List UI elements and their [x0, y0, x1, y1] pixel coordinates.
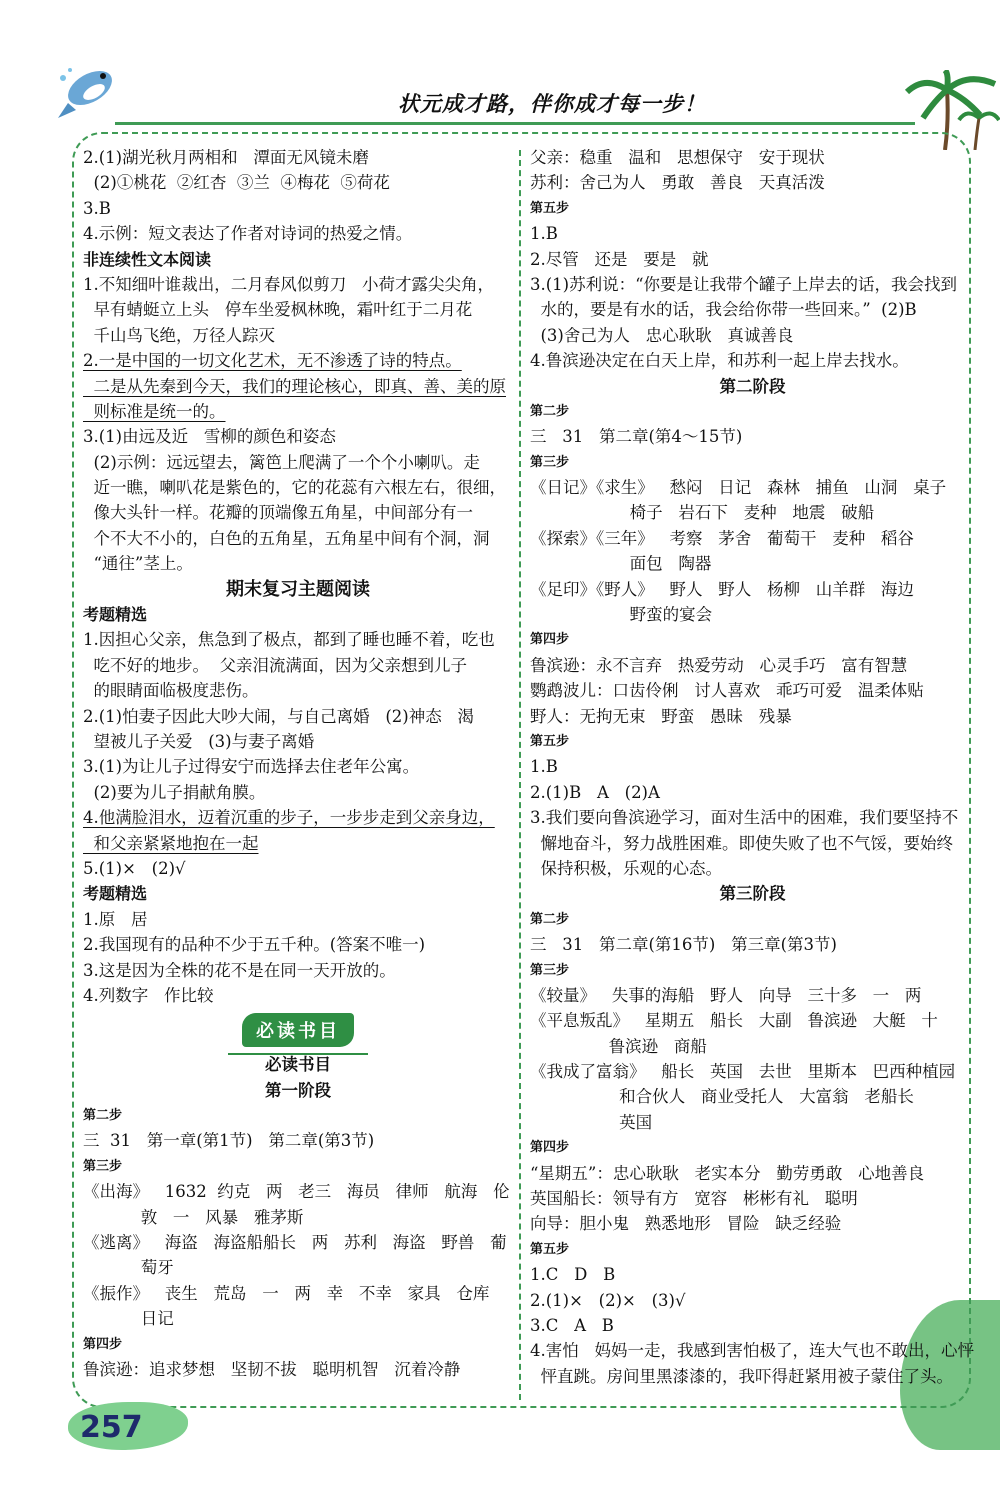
text-line: 和合伙人 商业受托人 大富翁 老船长	[530, 1087, 914, 1107]
text-line: 父亲：稳重 温和 思想保守 安于现状	[530, 148, 825, 167]
text-line: 1.B	[530, 224, 558, 244]
text-line: 鹦鹉波儿：口齿伶俐 讨人喜欢 乖巧可爱 温柔体贴	[530, 681, 924, 701]
column-divider	[519, 150, 521, 1400]
text-line: (2)要为儿子捐献角膜。	[83, 782, 266, 802]
text-line: 3.(1)由远及近 雪柳的颜色和姿态	[83, 427, 336, 447]
text-line: 3.(1)苏利说：“你要是让我带个罐子上岸去的话，我会找到	[530, 274, 958, 294]
text-line: 英国	[530, 1112, 653, 1132]
text-line: 《我成了富翁》 船长 英国 去世 里斯本 巴西种植园	[530, 1062, 956, 1082]
text-line: 面包 陶器	[530, 554, 712, 574]
text-line: 1.原 居	[83, 909, 148, 929]
step-label: 第三步	[530, 962, 570, 978]
text-line: 向导：胆小鬼 熟悉地形 冒险 缺乏经验	[530, 1214, 842, 1234]
text-line: 《平息叛乱》 星期五 船长 大副 鲁滨逊 大艇 十	[530, 1011, 938, 1031]
text-line: 鲁滨逊：永不言弃 热爱劳动 心灵手巧 富有智慧	[530, 655, 908, 675]
section-heading: 考题精选	[83, 605, 148, 625]
section-banner-label: 必读书目	[242, 1013, 354, 1047]
text-line: 2.(1)× (2)× (3)√	[530, 1290, 686, 1310]
step-label: 第二步	[530, 403, 570, 419]
text-line: 近一瞧，喇叭花是紫色的，它的花蕊有六根左右，很细，	[83, 478, 506, 498]
text-line: 则标准是统一的。	[83, 401, 226, 421]
step-label: 第二步	[530, 911, 570, 927]
text-line: 3.这是因为全株的花不是在同一天开放的。	[83, 960, 396, 980]
text-line: 三 31 第一章(第1节) 第二章(第3节)	[83, 1131, 375, 1151]
text-line: 《出海》 1632 约克 两 老三 海员 律师 航海 伦	[83, 1182, 510, 1202]
text-line: 野蛮的宴会	[530, 605, 713, 625]
text-line: 鲁滨逊：追求梦想 坚韧不拔 聪明机智 沉着冷静	[83, 1359, 461, 1379]
step-label: 第五步	[530, 733, 570, 749]
text-line: 敦 一 风暴 雅茅斯	[83, 1207, 304, 1227]
centered-heading: 期末复习主题阅读	[226, 578, 370, 600]
text-line: 2.尽管 还是 要是 就	[530, 249, 709, 269]
text-line: 1.C D B	[530, 1265, 616, 1285]
text-line: (3)舍己为人 忠心耿耿 真诚善良	[530, 325, 794, 345]
centered-heading: 必读书目	[265, 1055, 331, 1075]
text-line: 1.因担心父亲，焦急到了极点，都到了睡也睡不着，吃也	[83, 630, 495, 650]
text-line: 2.一是中国的一切文化艺术，无不渗透了诗的特点。	[83, 351, 462, 371]
section-banner	[83, 1008, 513, 1052]
centered-heading: 第一阶段	[265, 1080, 331, 1100]
text-line: 4.他满脸泪水，迈着沉重的步子，一步步走到父亲身边，	[83, 808, 495, 828]
dolphin-mascot-icon	[48, 48, 128, 128]
step-label: 第五步	[530, 1241, 570, 1257]
text-line: 《探索》《三年》 考察 茅舍 葡萄干 麦种 稻谷	[530, 528, 914, 548]
text-line: 水的，要是有水的话，我会给你带一些回来。” (2)B	[530, 300, 917, 320]
text-line: 三 31 第二章(第4～15节)	[530, 427, 743, 447]
text-line: 3.(1)为让儿子过得安宁而选择去住老年公寓。	[83, 757, 420, 777]
step-label: 第四步	[530, 1140, 570, 1156]
step-label: 第四步	[530, 632, 570, 648]
centered-heading: 第二阶段	[719, 376, 786, 396]
text-line: 椅子 岩石下 麦种 地震 破船	[530, 503, 875, 523]
text-line: 萄牙	[83, 1258, 174, 1278]
text-line: (2)①桃花 ②红杏 ③兰 ④梅花 ⑤荷花	[83, 173, 390, 193]
section-heading: 非连续性文本阅读	[83, 249, 212, 269]
text-line: 4.列数字 作比较	[83, 985, 214, 1005]
centered-heading: 第三阶段	[719, 884, 786, 904]
text-line: 懈地奋斗，努力战胜困难。即使失败了也不气馁，要始终	[530, 833, 953, 853]
text-line: 的眼睛面临极度悲伤。	[83, 681, 259, 701]
text-line: 吃不好的地步。 父亲泪流满面，因为父亲想到儿子	[83, 655, 467, 675]
text-line: 2.(1)湖光秋月两相和 潭面无风镜未磨	[83, 148, 369, 167]
text-line: 怦直跳。房间里黑漆漆的，我吓得赶紧用被子蒙住了头。	[530, 1366, 953, 1386]
text-line: 3.B	[83, 198, 111, 218]
left-column	[83, 145, 513, 1382]
text-line: “通往”茎上。	[83, 554, 193, 574]
text-line: 和父亲紧紧地抱在一起	[83, 833, 259, 853]
step-label: 第五步	[530, 200, 570, 216]
right-column	[530, 145, 975, 1389]
step-label: 第二步	[83, 1108, 123, 1124]
text-line: 望被儿子关爱 (3)与妻子离婚	[83, 731, 315, 751]
text-line: 4.鲁滨逊决定在白天上岸，和苏利一起上岸去找水。	[530, 351, 909, 371]
text-line: 《振作》 丧生 荒岛 一 两 幸 不幸 家具 仓库	[83, 1283, 490, 1303]
text-line: 《足印》《野人》 野人 野人 杨柳 山羊群 海边	[530, 579, 914, 599]
text-line: 4.害怕 妈妈一走，我感到害怕极了，连大气也不敢出，心怦	[530, 1341, 974, 1361]
text-line: (2)示例：远远望去，篱笆上爬满了一个个小喇叭。走	[83, 452, 480, 472]
header-slogan: 状元成才路，伴你成才每一步！	[398, 91, 706, 116]
text-line: 《日记》《求生》 愁闷 日记 森林 捕鱼 山洞 桌子	[530, 478, 947, 498]
text-line: 千山鸟飞绝，万径人踪灭	[83, 325, 275, 345]
text-line: 早有蜻蜓立上头 停车坐爱枫林晚，霜叶红于二月花	[83, 300, 473, 320]
text-line: 2.(1)B A (2)A	[530, 782, 660, 802]
text-line: 2.我国现有的品种不少于五千种。(答案不唯一)	[83, 935, 426, 955]
text-line: 5.(1)× (2)√	[83, 858, 186, 878]
text-line: 1.B	[530, 757, 558, 777]
text-line: 2.(1)怕妻子因此大吵大闹，与自己离婚 (2)神态 渴	[83, 706, 474, 726]
section-heading: 考题精选	[83, 884, 148, 904]
text-line: 二是从先秦到今天，我们的理论核心，即真、善、美的原	[83, 376, 506, 396]
text-line: 3.我们要向鲁滨逊学习，面对生活中的困难，我们要坚持不	[530, 808, 959, 828]
text-line: 像大头针一样。花瓣的顶端像五角星，中间部分有一	[83, 503, 473, 523]
text-line: 《逃离》 海盗 海盗船船长 两 苏利 海盗 野兽 葡	[83, 1233, 507, 1253]
page-number: 257	[80, 1410, 143, 1445]
step-label: 第四步	[83, 1336, 123, 1352]
text-line: 《较量》 失事的海船 野人 向导 三十多 一 两	[530, 985, 922, 1005]
text-line: 4.示例：短文表达了作者对诗词的热爱之情。	[83, 224, 413, 244]
step-label: 第三步	[530, 454, 570, 470]
header-rule	[115, 122, 915, 125]
text-line: 苏利：舍己为人 勇敢 善良 天真活泼	[530, 173, 825, 193]
text-line: 日记	[83, 1309, 174, 1329]
step-label: 第三步	[83, 1158, 123, 1174]
text-line: 3.C A B	[530, 1315, 614, 1335]
text-line: 保持积极，乐观的心态。	[530, 858, 722, 878]
text-line: 三 31 第二章(第16节) 第三章(第3节)	[530, 935, 837, 955]
text-line: 鲁滨逊 商船	[530, 1036, 707, 1056]
text-line: 英国船长：领导有方 宽容 彬彬有礼 聪明	[530, 1189, 858, 1209]
text-line: 1.不知细叶谁裁出，二月春风似剪刀 小荷才露尖尖角，	[83, 274, 494, 294]
text-line: 个不大不小的，白色的五角星，五角星中间有个洞，洞	[83, 528, 490, 548]
text-line: 野人：无拘无束 野蛮 愚昧 残暴	[530, 706, 792, 726]
text-line: “星期五”：忠心耿耿 老实本分 勤劳勇敢 心地善良	[530, 1163, 925, 1183]
